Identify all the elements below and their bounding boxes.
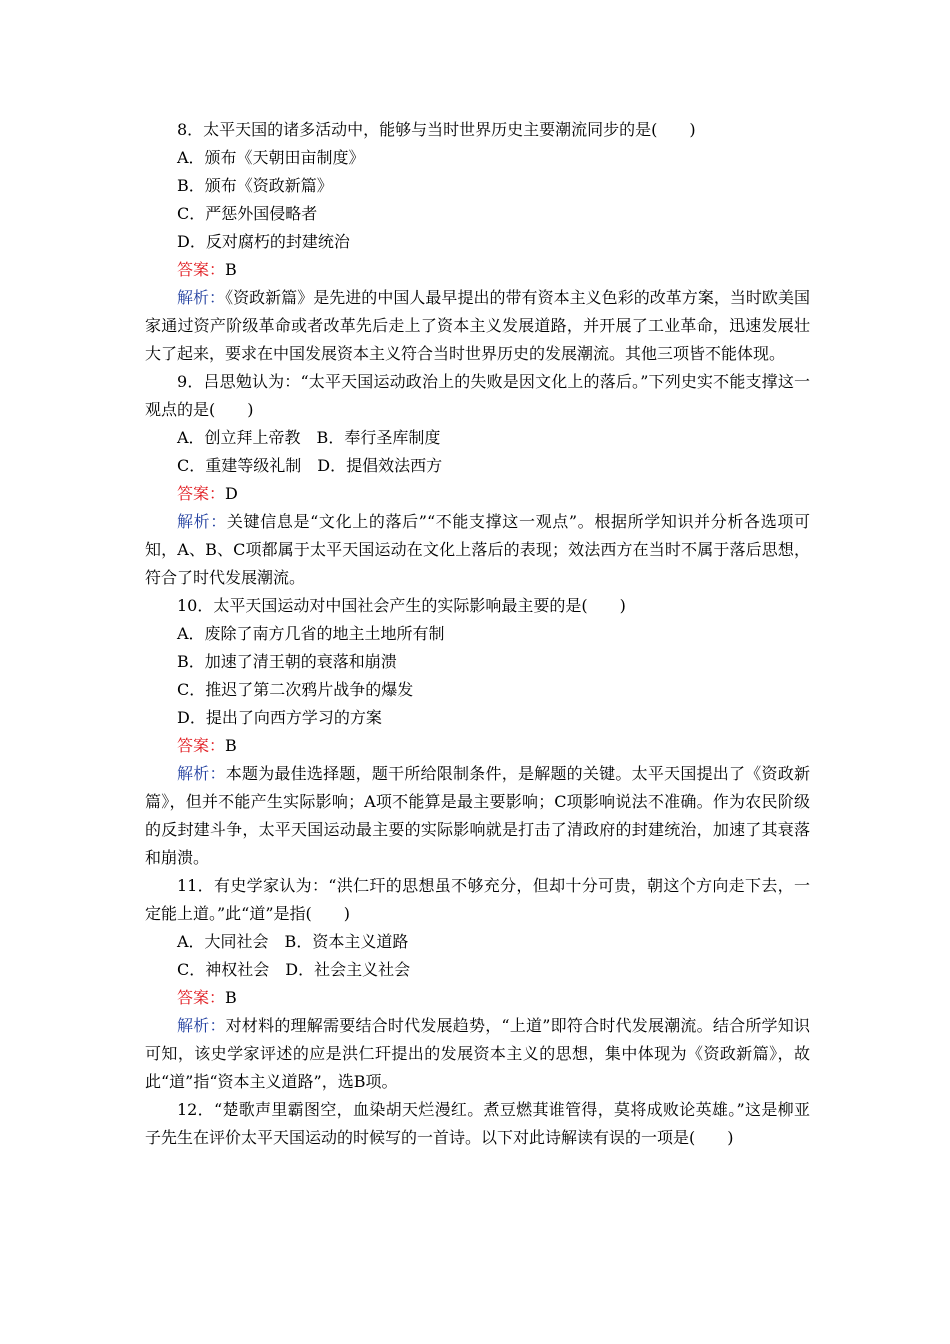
question-10	[145, 592, 810, 872]
question-12	[145, 1096, 810, 1152]
option-b: B．加速了清王朝的衰落和崩溃	[177, 652, 397, 671]
answer-label: 答案：	[177, 736, 226, 755]
analysis-label: 解析：	[177, 1016, 226, 1035]
analysis	[145, 760, 810, 872]
answer-line	[145, 984, 810, 1012]
option-row-ab: A．创立拜上帝教 B．奉行圣库制度	[177, 428, 441, 447]
answer-line	[145, 480, 810, 508]
answer-value: B	[225, 260, 237, 279]
answer-value: B	[225, 736, 237, 755]
answer-label: 答案：	[177, 484, 226, 503]
question-stem: 8．太平天国的诸多活动中，能够与当时世界历史主要潮流同步的是( )	[177, 120, 696, 139]
answer-value: D	[225, 484, 238, 503]
analysis-text: 对材料的理解需要结合时代发展趋势，“上道”即符合时代发展潮流。结合所学知识可知，该史学家评述的应是洪仁玕提出的发展资本主义的思想，集中体现为《资政新篇》，故此“道”指“资本主义道路”，选B项。	[145, 1016, 810, 1091]
option-row-ab: A．大同社会 B．资本主义道路	[177, 932, 409, 951]
analysis	[145, 284, 810, 368]
answer-line	[145, 256, 810, 284]
question-9	[145, 368, 810, 592]
question-stem: 11．有史学家认为：“洪仁玕的思想虽不够充分，但却十分可贵，朝这个方向走下去，一定能上道。”此“道”是指( )	[145, 876, 810, 923]
option-row-cd: C．神权社会 D．社会主义社会	[177, 960, 411, 979]
answer-label: 答案：	[177, 260, 226, 279]
option-c: C．推迟了第二次鸦片战争的爆发	[177, 680, 414, 699]
answer-line	[145, 732, 810, 760]
question-stem: 9．吕思勉认为：“太平天国运动政治上的失败是因文化上的落后。”下列史实不能支撑这一观点的是( )	[145, 372, 810, 419]
analysis-label: 解析：	[177, 512, 227, 531]
analysis	[145, 508, 810, 592]
analysis	[145, 1012, 810, 1096]
option-b: B．颁布《资政新篇》	[177, 176, 333, 195]
analysis-text: 关键信息是“文化上的落后”“不能支撑这一观点”。根据所学知识并分析各选项可知，A、B、C项都属于太平天国运动在文化上落后的表现；效法西方在当时不属于落后思想，符合了时代发展潮流。	[145, 512, 810, 587]
option-row-cd: C．重建等级礼制 D．提倡效法西方	[177, 456, 443, 475]
option-a: A．废除了南方几省的地主土地所有制	[177, 624, 445, 643]
document-body	[145, 116, 810, 1152]
answer-label: 答案：	[177, 988, 226, 1007]
analysis-label: 解析：	[177, 764, 226, 783]
option-a: A．颁布《天朝田亩制度》	[177, 148, 365, 167]
question-stem: 12．“楚歌声里霸图空，血染胡天烂漫红。煮豆燃萁谁管得，莫将成败论英雄。”这是柳亚子先生在评价太平天国运动的时候写的一首诗。以下对此诗解读有误的一项是( )	[145, 1100, 810, 1147]
answer-value: B	[225, 988, 237, 1007]
question-11	[145, 872, 810, 1096]
analysis-text: 《资政新篇》是先进的中国人最早提出的带有资本主义色彩的改革方案，当时欧美国家通过资产阶级革命或者改革先后走上了资本主义发展道路，并开展了工业革命，迅速发展壮大了起来，要求在中国发展资本主义符合当时世界历史的发展潮流。其他三项皆不能体现。	[145, 288, 810, 363]
question-stem: 10．太平天国运动对中国社会产生的实际影响最主要的是( )	[177, 596, 626, 615]
option-d: D．反对腐朽的封建统治	[177, 232, 350, 251]
question-8	[145, 116, 810, 368]
analysis-text: 本题为最佳选择题，题干所给限制条件，是解题的关键。太平天国提出了《资政新篇》，但并不能产生实际影响；A项不能算是最主要影响；C项影响说法不准确。作为农民阶级的反封建斗争，太平天国运动最主要的实际影响就是打击了清政府的封建统治，加速了其衰落和崩溃。	[145, 764, 810, 867]
analysis-label: 解析：	[177, 288, 226, 307]
option-d: D．提出了向西方学习的方案	[177, 708, 382, 727]
option-c: C．严惩外国侵略者	[177, 204, 318, 223]
